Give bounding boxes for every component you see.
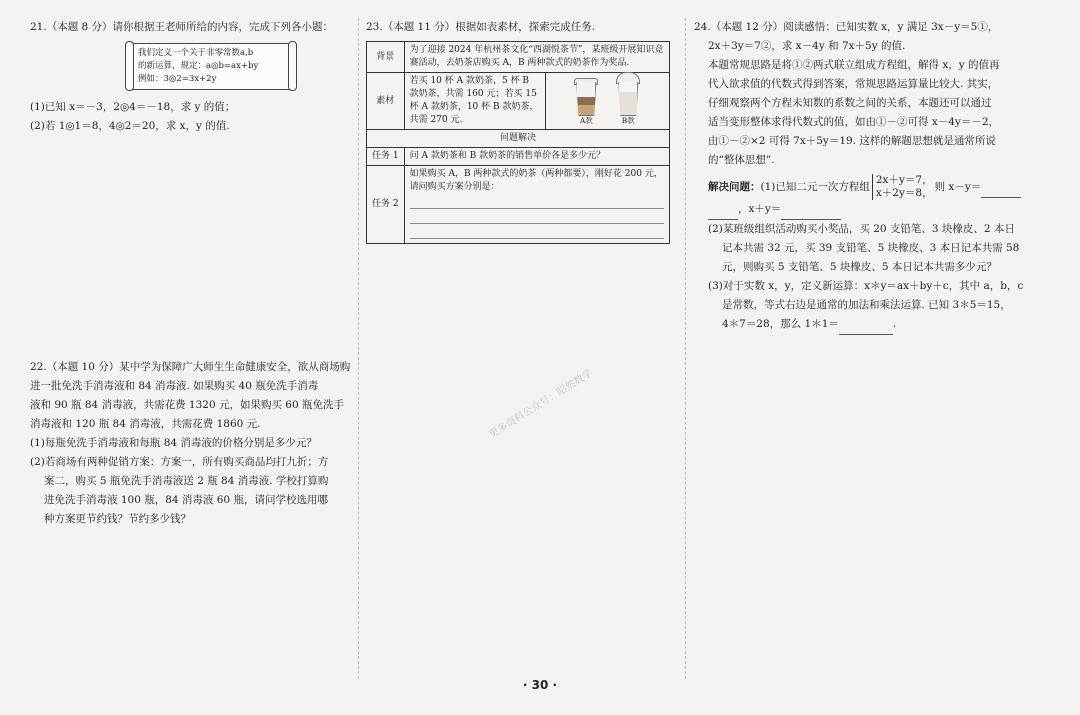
- task-1-text: 问 A 款奶茶和 B 款奶茶的销售单价各是多少元？: [404, 148, 669, 166]
- background-label: 背景: [367, 42, 405, 73]
- background-text: 为了迎接 2024 年杭州茶文化“西湖悦茶节”，某班级开展知识竞赛活动，去奶茶店购买 A，B 两种款式的奶茶作为奖品.: [404, 42, 669, 73]
- cup-a-label: A款: [579, 116, 593, 125]
- material-text: 若买 10 杯 A 款奶茶，5 杯 B 款奶茶，共需 160 元；若买 15 杯 A 款奶茶，10 杯 B 款奶茶，共需 270 元.: [404, 73, 545, 130]
- scroll-roll-left: [125, 41, 134, 91]
- solve-part-1-ask-2: ，x＋y＝: [738, 203, 782, 215]
- question-21-part-2: (2)若 1◎1＝8，4◎2＝20，求 x，y 的值.: [30, 120, 230, 132]
- milk-tea-a-icon: [573, 76, 599, 116]
- equation-1: 2x＋y＝7，: [875, 174, 933, 186]
- question-23-head: 23.（本题 11 分）根据如表素材，探索完成任务.: [366, 21, 596, 33]
- question-22-line: 消毒液和 120 瓶 84 消毒液，共需花费 1860 元.: [30, 418, 261, 430]
- cup-b-label: B款: [621, 116, 635, 125]
- answer-line[interactable]: [410, 226, 664, 239]
- table-row: [367, 148, 670, 166]
- answer-blank[interactable]: [981, 178, 1021, 198]
- scroll-paper: [130, 43, 292, 90]
- watermark: 更多资料公众号：昭然数学: [487, 367, 595, 441]
- left-column: [30, 18, 350, 529]
- definition-scroll: [130, 43, 292, 90]
- solve-heading: 解决问题：: [708, 181, 761, 193]
- question-24-part-3-ask: 4＊7＝28，那么 1＊1＝ .: [694, 315, 1050, 335]
- answer-blank[interactable]: [708, 200, 738, 220]
- question-24-part-3-text: 4＊7＝28，那么 1＊1＝: [722, 318, 839, 330]
- table-row: [367, 73, 670, 130]
- task-2-cell: [404, 166, 669, 244]
- task-2-label: 任务 2: [367, 166, 405, 244]
- question-24-part-2: (2)某班级组织活动购买小奖品，买 20 支铅笔、3 块橡皮、2 本日: [708, 223, 1015, 235]
- equation-system: [872, 174, 933, 200]
- middle-column: [366, 18, 676, 244]
- question-21-part-1: (1)已知 x＝－3，2◎4＝－18，求 y 的值；: [30, 101, 236, 113]
- milk-tea-images: [545, 73, 669, 130]
- column-divider: [358, 18, 359, 679]
- question-22-line: 22.（本题 10 分）某中学为保障广大师生生命健康安全，欲从商场购: [30, 361, 351, 373]
- solve-part-1-text: (1)已知二元一次方程组: [760, 181, 870, 193]
- solve-part-1: [694, 174, 1050, 200]
- reading-paragraph: 适当变形整体求得代数式的值，如由①－②可得 x－4y＝－2，: [708, 116, 1000, 128]
- table-row: [367, 42, 670, 73]
- material-label: 素材: [367, 73, 405, 130]
- question-22-part-2: (2)若商场有两种促销方案：方案一，所有购买商品均打九折；方: [30, 456, 329, 468]
- right-column: [694, 18, 1050, 335]
- cup-b: [615, 76, 641, 126]
- table-row: [367, 166, 670, 244]
- question-24-part-2: 元，则购买 5 支铅笔、5 块橡皮、5 本日记本共需多少元？: [722, 261, 997, 273]
- problem-solving-label: 问题解决: [367, 130, 670, 148]
- column-divider: [685, 18, 686, 679]
- answer-blank[interactable]: [781, 200, 841, 220]
- scroll-roll-right: [288, 41, 297, 91]
- answer-blank[interactable]: [839, 315, 893, 335]
- equation-2: x＋2y＝8，: [875, 187, 933, 199]
- question-22-part-2: 种方案更节约钱？节约多少钱？: [44, 513, 191, 525]
- question-22-part-2: 进免洗手消毒液 100 瓶，84 消毒液 60 瓶，请问学校选用哪: [44, 494, 328, 506]
- question-24-line: 2x＋3y＝7②，求 x－4y 和 7x＋5y 的值.: [708, 40, 906, 52]
- question-24-part-2: 记本共需 32 元，买 39 支铅笔、5 块橡皮、3 本日记本共需 58: [722, 242, 1020, 254]
- question-22-line: 进一批免洗手消毒液和 84 消毒液. 如果购买 40 瓶免洗手消毒: [30, 380, 319, 392]
- question-22-part-1: (1)每瓶免洗手消毒液和每瓶 84 消毒液的价格分别是多少元？: [30, 437, 317, 449]
- reading-paragraph: 代入欲求值的代数式得到答案，常规思路运算量比较大. 其实，: [708, 78, 999, 90]
- question-24-part-3: (3)对于实数 x，y，定义新运算：x＊y＝ax＋by＋c，其中 a，b，c: [708, 280, 1024, 292]
- question-22-line: 液和 90 瓶 84 消毒液，共需花费 1320 元，如果购买 60 瓶免洗手: [30, 399, 345, 411]
- question-22-part-2: 案二，购买 5 瓶免洗手消毒液送 2 瓶 84 消毒液. 学校打算购: [44, 475, 329, 487]
- scroll-line: 我们定义一个关于非零常数a,b: [138, 48, 254, 58]
- materials-table: [366, 41, 670, 244]
- page-number: · 30 ·: [522, 678, 558, 692]
- answer-line[interactable]: [410, 211, 664, 224]
- task-2-text: 如果购买 A，B 两种款式的奶茶（两种都要），刚好花 200 元，请问购买方案分别是：: [409, 169, 663, 192]
- question-24-line: 24.（本题 12 分）阅读感悟：已知实数 x，y 满足 3x－y＝5①，: [694, 21, 999, 33]
- solve-part-1-cont: [694, 200, 1050, 220]
- task-1-label: 任务 1: [367, 148, 405, 166]
- scroll-line: 例如：3◎2=3x+2y: [138, 74, 217, 84]
- reading-paragraph: 的“整体思想”.: [708, 154, 775, 166]
- answer-line[interactable]: [410, 196, 664, 209]
- reading-paragraph: 由①－②×2 可得 7x＋5y＝19. 这样的解题思想就是通常所说: [708, 135, 996, 147]
- question-21-head: 21.（本题 8 分）请你根据王老师所给的内容，完成下列各小题：: [30, 21, 334, 33]
- reading-paragraph: 本题常规思路是将①②两式联立组成方程组，解得 x，y 的值再: [708, 59, 1000, 71]
- solve-part-1-ask: 则 x－y＝: [934, 181, 982, 193]
- milk-tea-b-icon: [615, 76, 641, 116]
- reading-paragraph: 仔细观察两个方程未知数的系数之间的关系，本题还可以通过: [708, 97, 992, 109]
- question-24-part-3: 是常数，等式右边是通常的加法和乘法运算. 已知 3＊5＝15，: [722, 299, 1011, 311]
- table-row: [367, 130, 670, 148]
- scroll-line: 的新运算，规定：a◎b=ax+by: [138, 61, 259, 71]
- cup-a: [573, 76, 599, 126]
